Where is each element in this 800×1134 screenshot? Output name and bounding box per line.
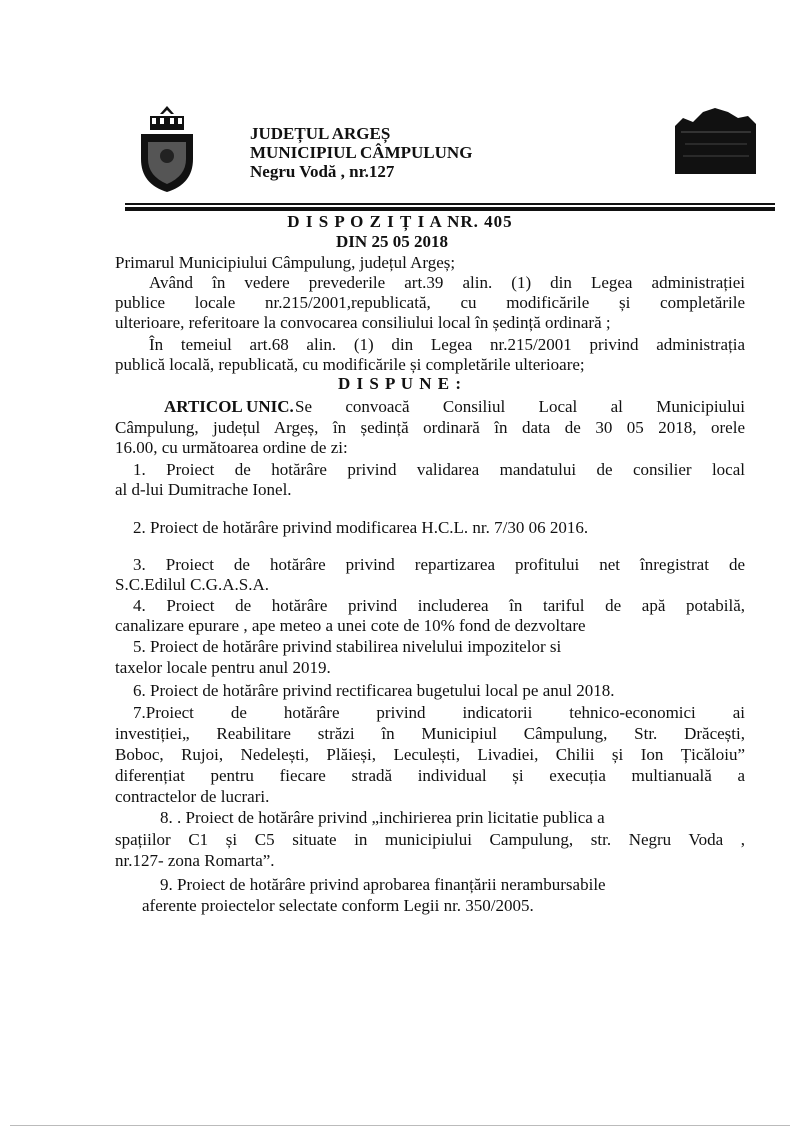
agenda-item-4-line-2: canalizare epurare , ape meteo a unei cote de 10% fond de dezvoltare (115, 616, 586, 635)
agenda-item-3-line-2: S.C.Edilul C.G.A.S.A. (115, 575, 269, 594)
agenda-item-8-line-3: nr.127- zona Romarta”. (115, 851, 275, 870)
header-divider-thin (125, 203, 775, 205)
document-title: D I S P O Z I Ț I A NR. 405 (287, 212, 513, 231)
article-text-line-3: 16.00, cu următoarea ordine de zi: (115, 438, 348, 457)
article-text-line-2: Câmpulung, județul Argeș, în ședință ordinară în data de 30 05 2018, orele (115, 418, 745, 437)
considering-line-1: Având în vedere prevederile art.39 alin. (1) din Legea administrației (149, 273, 745, 292)
agenda-item-1-line-1: 1. Proiect de hotărâre privind validarea mandatului de consilier local (133, 460, 745, 479)
considering-line-2: publice locale nr.215/2001,republicată, cu modificările și completările (115, 293, 745, 312)
dispune-heading: D I S P U N E : (337, 374, 463, 393)
issuer-line: Primarul Municipiului Câmpulung, județul Argeș; (115, 253, 456, 272)
basis-line-2: publică locală, republicată, cu modificările și completările ulterioare; (115, 355, 585, 374)
municipality-name: MUNICIPIUL CÂMPULUNG (250, 143, 473, 162)
agenda-item-8-line-2: spațiilor C1 și C5 situate in municipiului Campulung, str. Negru Voda , (115, 830, 745, 849)
agenda-item-7-line-3: Boboc, Rujoi, Nedelești, Plăieși, Leculești, Livadiei, Chilii și Ion Țicăloiu” (115, 745, 745, 764)
agenda-item-8-line-1: 8. . Proiect de hotărâre privind „inchirierea prin licitatie publica a (160, 808, 605, 827)
agenda-item-6: 6. Proiect de hotărâre privind rectificarea bugetului local pe anul 2018. (133, 681, 615, 700)
agenda-item-7-line-5: contractelor de lucrari. (115, 787, 270, 806)
address: Negru Vodă , nr.127 (250, 162, 395, 181)
agenda-item-4-line-1: 4. Proiect de hotărâre privind includerea în tariful de apă potabilă, (133, 596, 745, 615)
header-block (250, 124, 472, 181)
article-text-line-1: Se convoacă Consiliul Local al Municipiului (295, 397, 745, 416)
agenda-item-9-line-2: aferente proiectelor selectate conform Legii nr. 350/2005. (142, 896, 534, 915)
municipal-seal-icon (673, 104, 758, 176)
basis-line-1: În temeiul art.68 alin. (1) din Legea nr.215/2001 privind administrația (149, 335, 745, 354)
considering-line-3: ulterioare, referitoare la convocarea consiliului local în ședință ordinară ; (115, 313, 611, 332)
county-name: JUDEȚUL ARGEȘ (250, 124, 391, 143)
agenda-item-2: 2. Proiect de hotărâre privind modificarea H.C.L. nr. 7/30 06 2016. (133, 518, 589, 537)
article-label: ARTICOL UNIC. (164, 397, 294, 416)
agenda-item-3-line-1: 3. Proiect de hotărâre privind repartizarea profitului net înregistrat de (133, 555, 745, 574)
agenda-item-7-line-4: diferențiat pentru fiecare stradă individual și execuția multianuală a (115, 766, 745, 785)
agenda-item-1-line-2: al d-lui Dumitrache Ionel. (115, 480, 292, 499)
document-date: DIN 25 05 2018 (336, 232, 448, 251)
page-edge-line (10, 1125, 790, 1126)
coat-of-arms-icon (138, 104, 196, 194)
agenda-item-7-line-1: 7.Proiect de hotărâre privind indicatorii tehnico-economici ai (133, 703, 745, 722)
agenda-item-5-line-2: taxelor locale pentru anul 2019. (115, 658, 331, 677)
agenda-item-7-line-2: investiției„ Reabilitare străzi în Municipiul Câmpulung, Str. Drăcești, (115, 724, 745, 743)
agenda-item-5-line-1: 5. Proiect de hotărâre privind stabilirea nivelului impozitelor si (133, 637, 562, 656)
agenda-item-9-line-1: 9. Proiect de hotărâre privind aprobarea finanțării nerambursabile (160, 875, 606, 894)
header-divider-thick (125, 207, 775, 211)
